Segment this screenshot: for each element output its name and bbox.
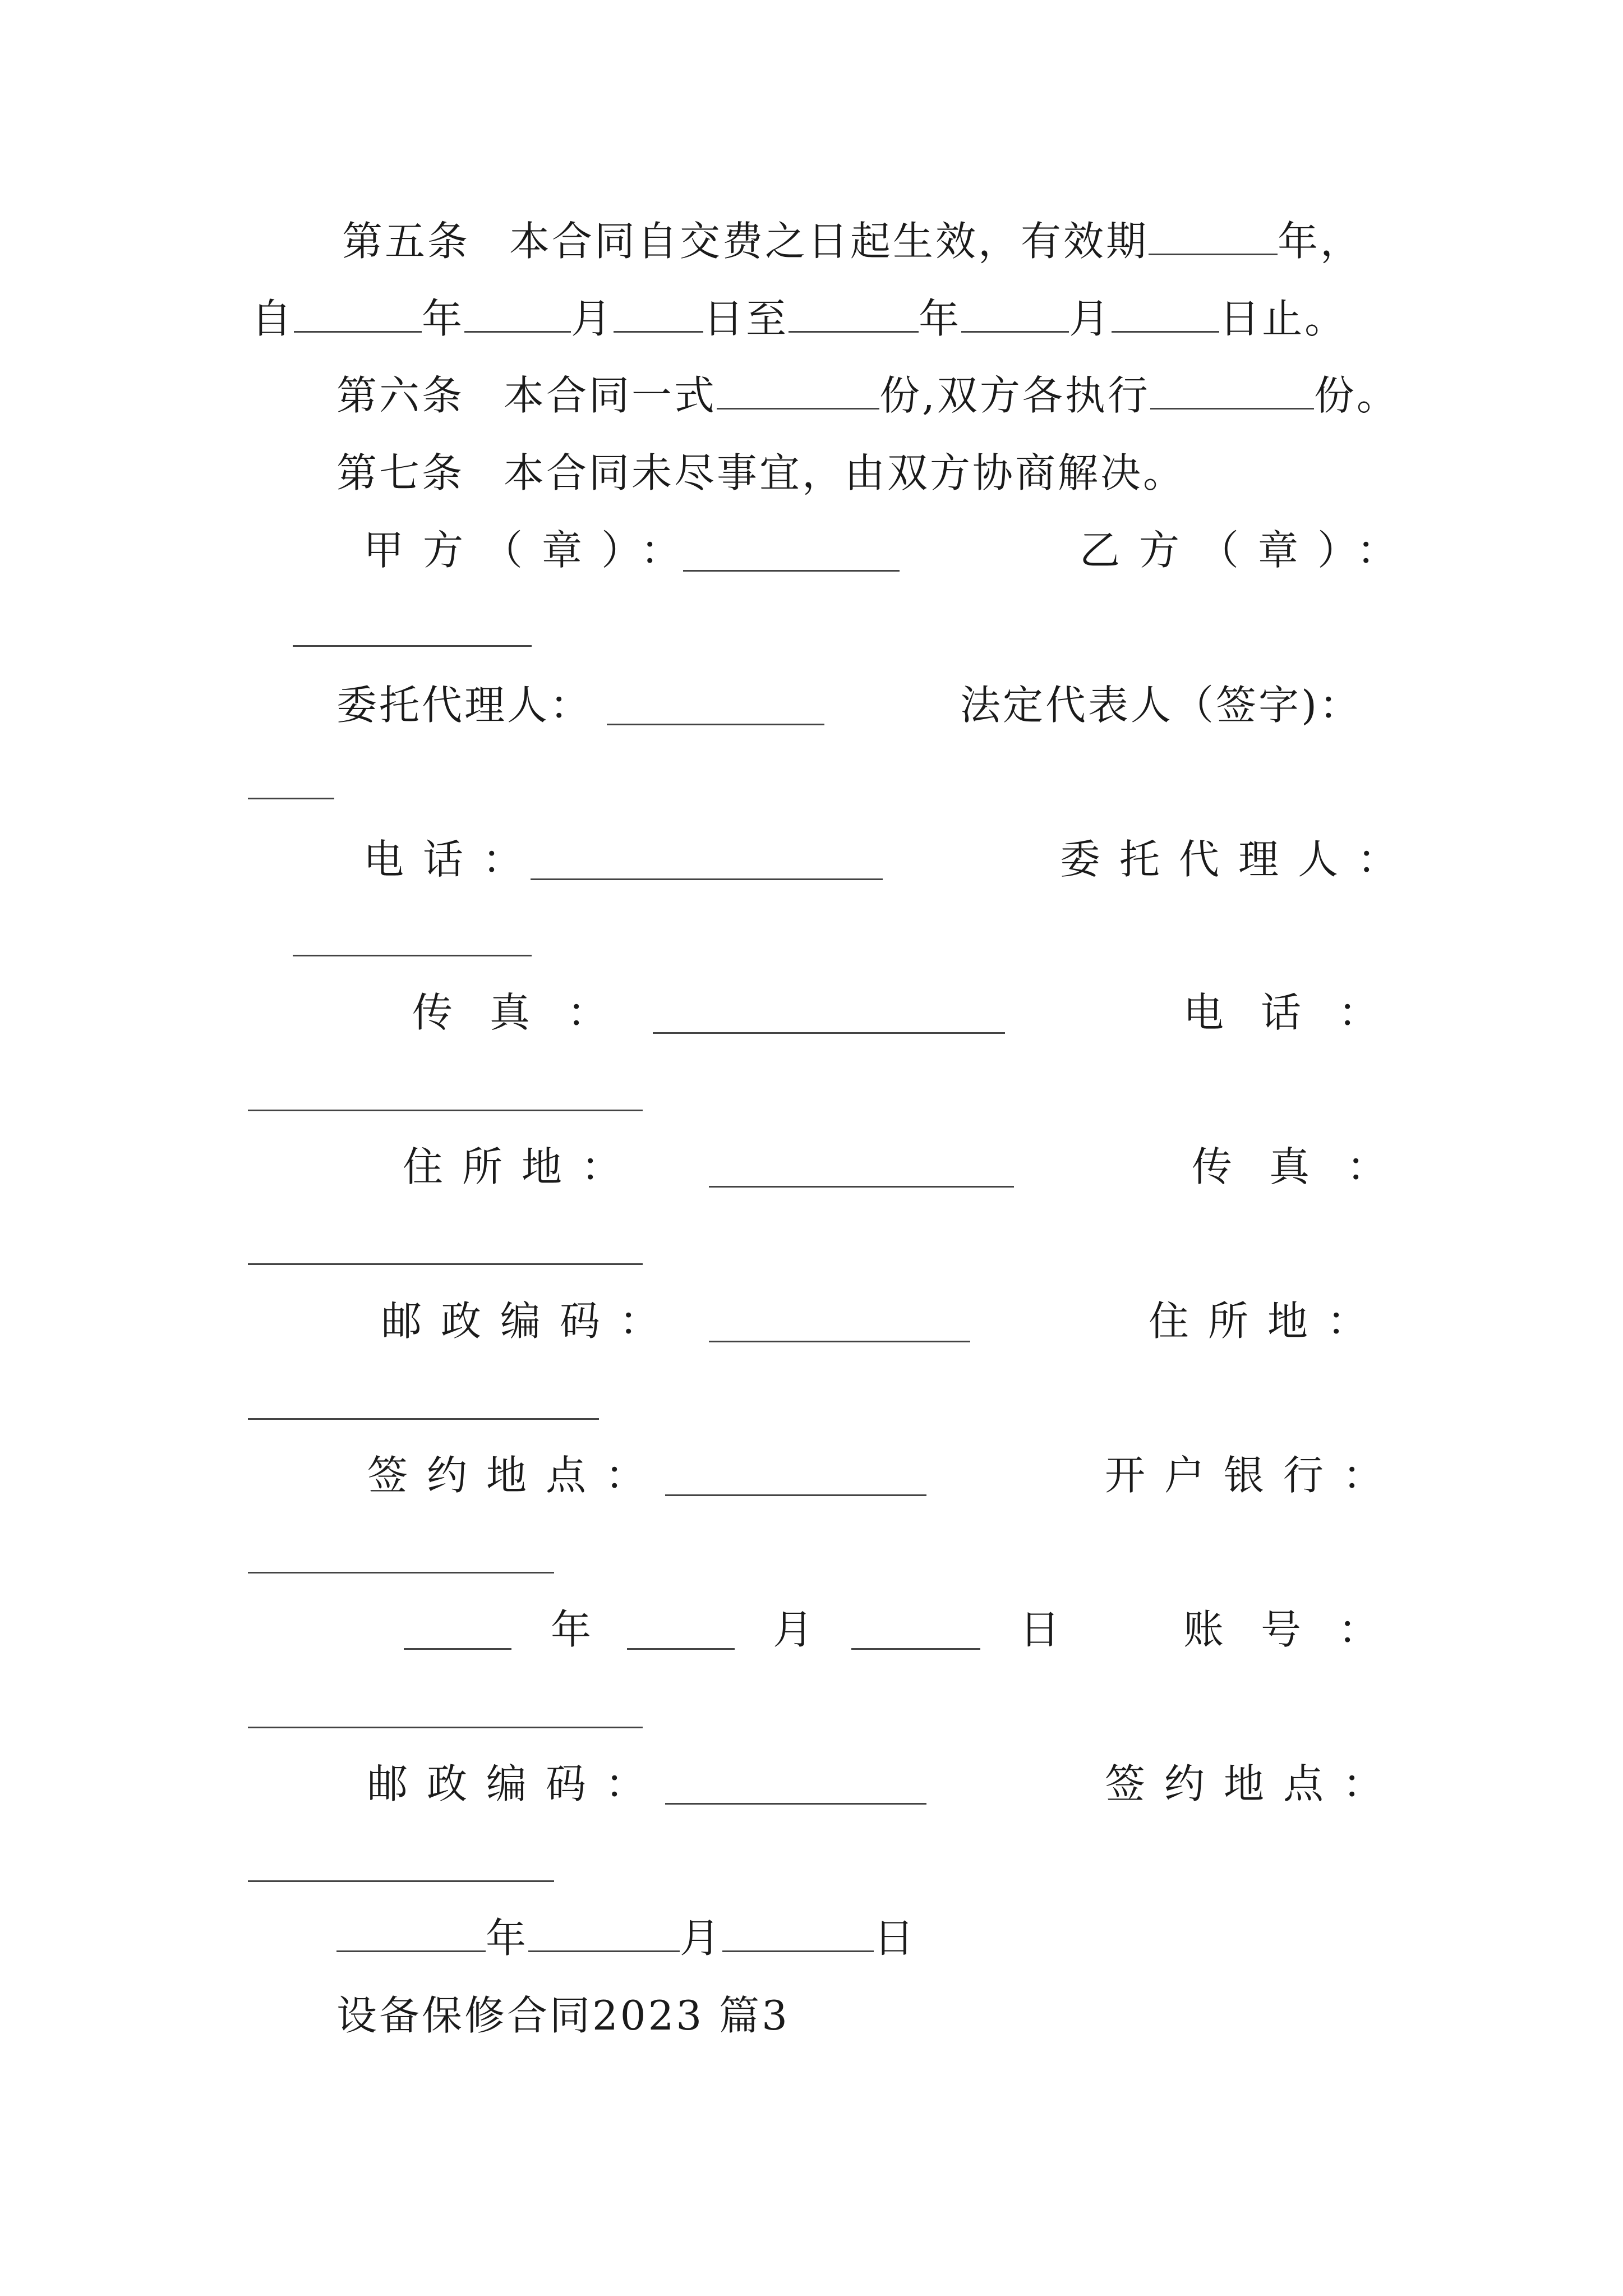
account-b-label: 账号： [1183,1606,1416,1653]
party-a-seal-line[interactable] [683,570,900,572]
final-year-label: 年 [486,1915,529,1962]
date-month-blank[interactable] [627,1648,735,1650]
phone-a-label: 电话： [363,836,542,883]
address-b-label: 住所地： [1149,1297,1387,1345]
date-month-label: 月 [773,1606,816,1653]
from-label: 自 [251,295,294,342]
agent-b-label: 委托代理人： [1060,836,1417,883]
final-day-label: 日 [874,1915,917,1962]
postcode-b-line[interactable] [665,1803,926,1805]
account-b-line[interactable] [248,1727,643,1728]
start-year-blank[interactable] [294,296,422,333]
postcode-a-label: 邮政编码： [381,1297,679,1345]
article6-line [336,370,1399,421]
address-a-label: 住所地： [403,1143,641,1190]
final-year-blank[interactable] [336,1916,486,1952]
agent-a-label: 委托代理人： [336,682,593,729]
year-label: 年 [422,295,465,342]
party-b-seal-label: 乙方（章）： [1080,527,1417,574]
fax-a-label: 传真： [412,989,645,1036]
article6-text-c: 份。 [1313,372,1399,419]
article5-line1 [342,216,1363,266]
phone-b-line[interactable] [248,1110,643,1111]
address-b-line[interactable] [248,1418,599,1420]
month-label: 月 [571,295,614,342]
bank-b-line[interactable] [248,1572,554,1573]
next-section-title: 设备保修合同2023 篇3 [336,1992,790,2039]
legal-rep-b-line[interactable] [248,798,334,799]
postcode-b-label: 邮政编码： [367,1760,665,1807]
sign-place-b-label: 签约地点： [1105,1760,1403,1807]
copies-each-blank[interactable] [1150,373,1314,409]
fax-b-label: 传真： [1192,1143,1424,1190]
party-a-seal-label: 甲方（章）： [363,527,700,574]
agent-b-line[interactable] [293,955,532,956]
party-b-seal-line[interactable] [293,645,532,647]
year-label-2: 年 [919,295,962,342]
final-date-line [336,1913,916,1963]
sign-place-b-line[interactable] [248,1880,554,1882]
end-year-blank[interactable] [789,296,919,333]
start-month-blank[interactable] [464,296,571,333]
sign-place-a-label: 签约地点： [367,1452,665,1499]
date-year-blank[interactable] [404,1648,511,1650]
article7-label: 第七条 [336,449,465,496]
final-day-blank[interactable] [722,1916,874,1952]
article7-text: 本合同未尽事宜，由双方协商解决。 [504,449,1186,496]
start-day-blank[interactable] [614,296,703,333]
date-day-label: 日 [1020,1606,1063,1653]
article5-text: 本合同自交费之日起生效，有效期 [509,218,1149,265]
article5-line2 [251,293,1347,344]
article5-label: 第五条 [342,218,471,265]
copies-total-blank[interactable] [717,373,879,409]
end-day-blank[interactable] [1112,296,1219,333]
month-label-2: 月 [1069,295,1112,342]
fax-a-line[interactable] [653,1032,1005,1034]
legal-rep-b-label: 法定代表人（签字)： [960,682,1362,729]
address-a-line[interactable] [709,1186,1014,1188]
final-month-label: 月 [680,1915,723,1962]
article5-text-b: 年， [1278,218,1363,265]
article6-label: 第六条 [336,372,465,419]
day-end-label: 日止。 [1219,295,1348,342]
end-month-blank[interactable] [961,296,1069,333]
agent-a-line[interactable] [607,724,824,725]
article6-text-a: 本合同一式 [504,372,717,419]
date-year-label: 年 [551,1606,594,1653]
final-month-blank[interactable] [528,1916,680,1952]
article6-text-b: 份,双方各执行 [879,372,1150,419]
validity-years-blank[interactable] [1149,219,1278,255]
bank-b-label: 开户银行： [1105,1452,1403,1499]
postcode-a-line[interactable] [709,1341,970,1342]
phone-b-label: 电话： [1183,989,1416,1036]
phone-a-line[interactable] [531,878,883,880]
date-day-blank[interactable] [851,1648,980,1650]
fax-b-line[interactable] [248,1263,643,1265]
article7-line [336,448,1186,498]
day-to-label: 日至 [703,295,789,342]
sign-place-a-line[interactable] [665,1494,926,1496]
